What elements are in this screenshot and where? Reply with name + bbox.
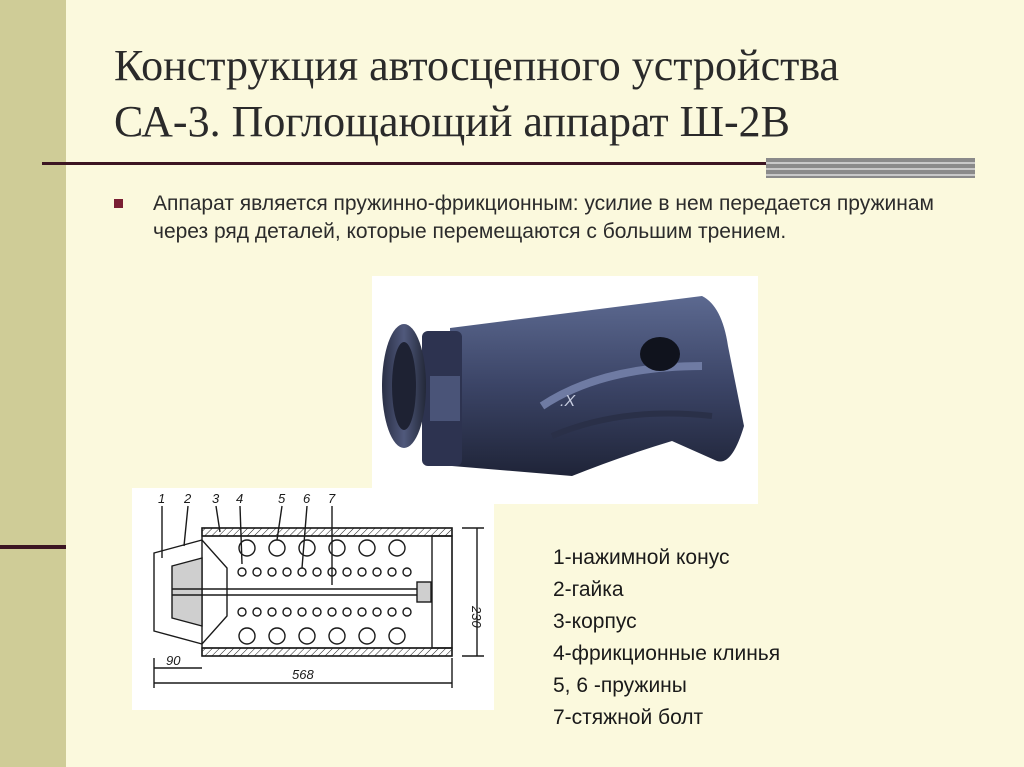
title-underline-gray-bars bbox=[766, 158, 975, 178]
dimension-height: 230 bbox=[469, 606, 484, 628]
callout-6: 6 bbox=[303, 491, 311, 506]
callout-1: 1 bbox=[158, 491, 166, 506]
cross-section-drawing bbox=[132, 488, 494, 710]
cross-section-svg bbox=[132, 488, 494, 710]
callout-2: 2 bbox=[184, 491, 192, 506]
legend-item: 7-стяжной болт bbox=[553, 706, 704, 729]
title-line-1: Конструкция автосцепного устройства bbox=[114, 41, 840, 90]
parts-legend bbox=[553, 542, 780, 734]
dimension-offset: 90 bbox=[166, 653, 181, 668]
callout-3: 3 bbox=[212, 491, 220, 506]
legend-item: 5, 6 -пружины bbox=[553, 674, 687, 697]
title-line-2: СА-3. Поглощающий аппарат Ш-2В bbox=[114, 97, 790, 146]
callout-7: 7 bbox=[328, 491, 336, 506]
bullet-square-icon bbox=[114, 199, 123, 208]
legend-item: 1-нажимной конус bbox=[553, 546, 730, 569]
dimension-width: 568 bbox=[292, 667, 314, 682]
slide-title bbox=[114, 38, 994, 150]
callout-4: 4 bbox=[236, 491, 244, 506]
bullet-text: Аппарат является пружинно-фрикционным: усилие в нем передается пружинам через ряд деталей, которые перемещаются с большим трением. bbox=[153, 192, 934, 243]
draft-gear-photo bbox=[372, 276, 758, 504]
bullet-item bbox=[114, 190, 964, 246]
legend-item: 4-фрикционные клинья bbox=[553, 642, 781, 665]
photo-marking-x: .X bbox=[560, 393, 576, 410]
left-decorative-strip bbox=[0, 0, 66, 767]
left-strip-accent-line bbox=[0, 545, 66, 549]
legend-item: 3-корпус bbox=[553, 610, 637, 633]
legend-item: 2-гайка bbox=[553, 578, 624, 601]
callout-5: 5 bbox=[278, 491, 286, 506]
draft-gear-photo-illustration bbox=[372, 276, 758, 504]
